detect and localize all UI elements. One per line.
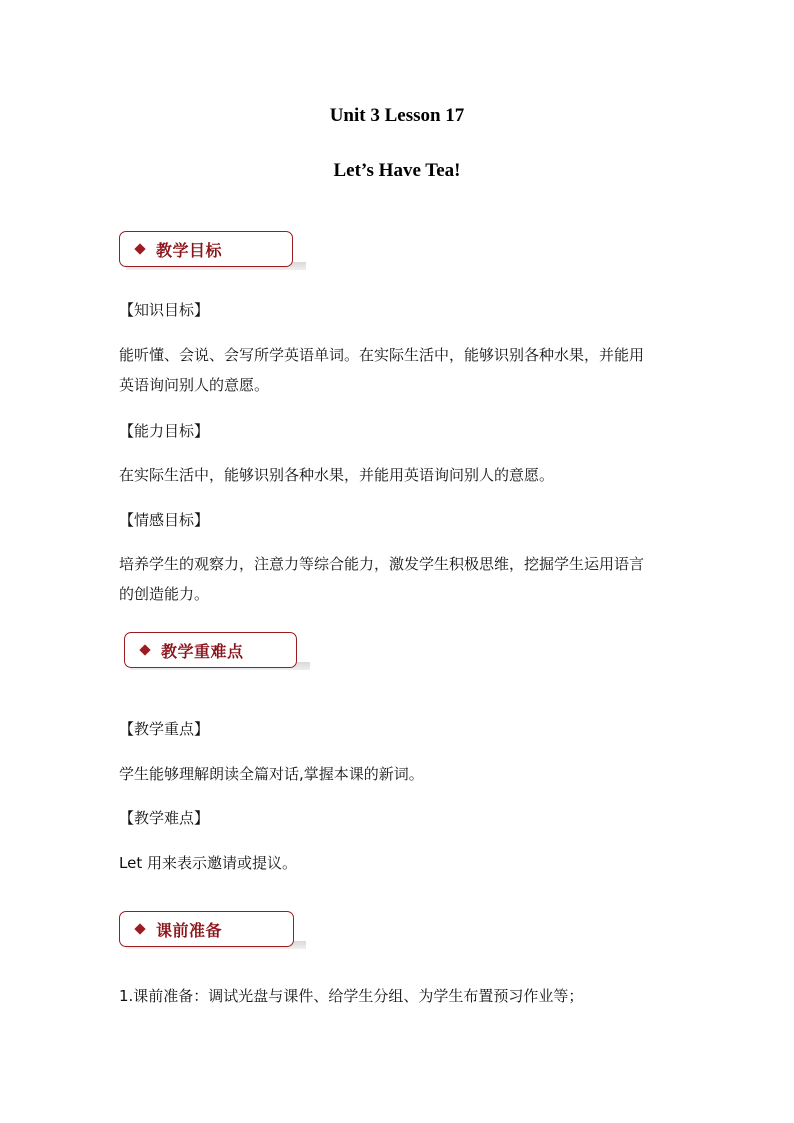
section-label: 课前准备: [156, 920, 223, 940]
knowledge-text-line: 英语询问别人的意愿。: [119, 376, 270, 394]
emotion-text-line: 培养学生的观察力，注意力等综合能力，激发学生积极思维，挖掘学生运用语言: [119, 555, 645, 573]
preparation-text-line: 1.课前准备：调试光盘与课件、给学生分组、为学生布置预习作业等；: [119, 987, 584, 1005]
ability-heading: 【能力目标】: [119, 422, 210, 440]
emotion-heading: 【情感目标】: [119, 511, 210, 529]
diamond-bullet-icon: [134, 923, 145, 934]
document-title: Unit 3 Lesson 17: [329, 105, 465, 126]
difficulty-heading: 【教学难点】: [119, 809, 210, 827]
emotion-text-line: 的创造能力。: [119, 585, 210, 603]
section-header-objectives: [119, 231, 293, 267]
difficulty-text-line: Let 用来表示邀请或提议。: [119, 854, 297, 872]
focus-text-line: 学生能够理解朗读全篇对话,掌握本课的新词。: [119, 765, 424, 783]
diamond-bullet-icon: [134, 243, 145, 254]
focus-heading: 【教学重点】: [119, 720, 210, 738]
ability-text-line: 在实际生活中，能够识别各种水果，并能用英语询问别人的意愿。: [119, 466, 555, 484]
section-label: 教学重难点: [161, 641, 244, 661]
section-header-preparation: [119, 911, 294, 947]
knowledge-heading: 【知识目标】: [119, 301, 210, 319]
diamond-bullet-icon: [139, 644, 150, 655]
section-header-key-points: [124, 632, 297, 668]
knowledge-text-line: 能听懂、会说、会写所学英语单词。在实际生活中，能够识别各种水果，并能用: [119, 346, 645, 364]
document-subtitle: Let’s Have Tea!: [333, 160, 461, 181]
section-label: 教学目标: [156, 240, 223, 260]
